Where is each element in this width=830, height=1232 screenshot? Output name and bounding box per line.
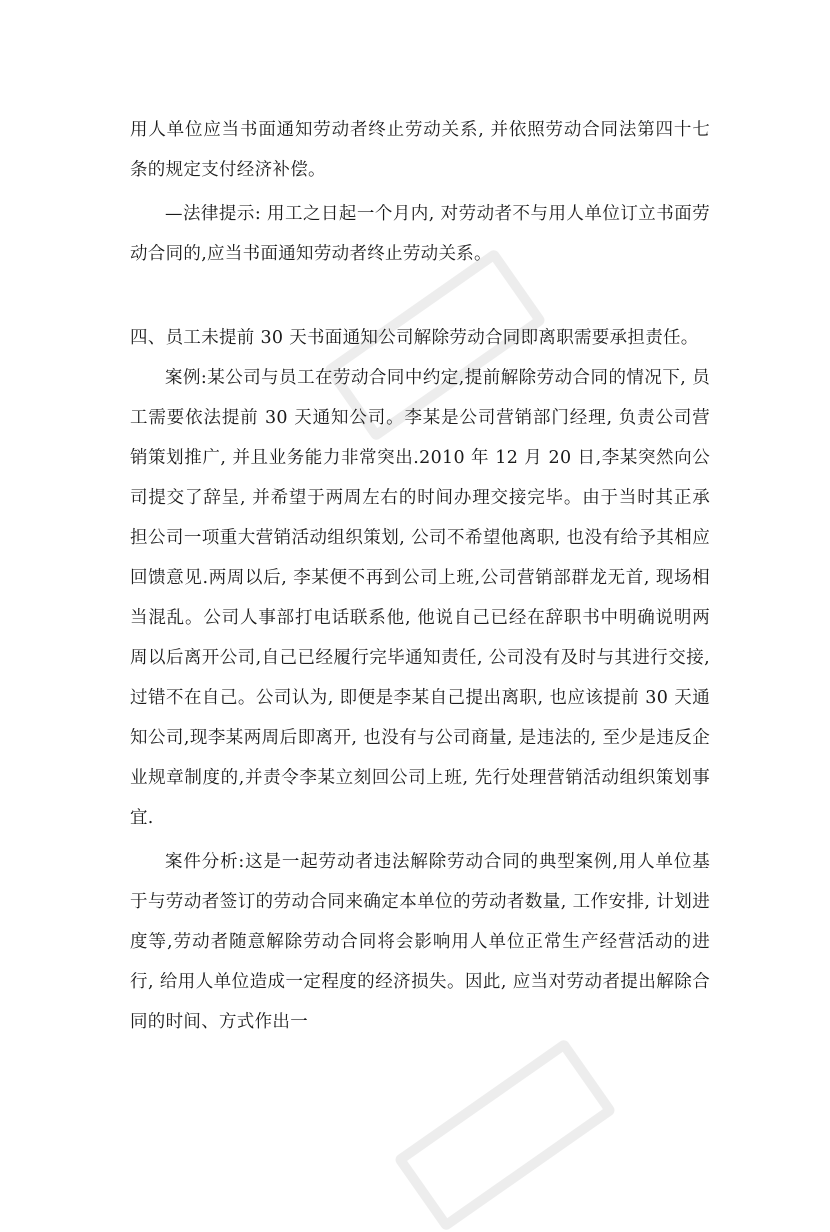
paragraph-termination-notice: 用人单位应当书面通知劳动者终止劳动关系, 并依照劳动合同法第四十七条的规定支付经济补偿。 — [130, 120, 710, 180]
paragraph-legal-tip: —法律提示: 用工之日起一个月内, 对劳动者不与用人单位订立书面劳动合同的,应当书面通知劳动者终止劳动关系。 — [130, 204, 710, 264]
watermark-logo — [393, 1038, 617, 1232]
document-body — [130, 110, 710, 1042]
paragraph-case-analysis: 案件分析:这是一起劳动者违法解除劳动合同的典型案例,用人单位基于与劳动者签订的劳动合同来确定本单位的劳动者数量, 工作安排, 计划进度等,劳动者随意解除劳动合同将会影响用人单位正常生产经营活动的进行, 给用人单位造成一定程度的经济损失。因此, 应当对劳动者提出解除合同的时间、方式作出一 — [130, 852, 710, 1032]
paragraph-case: 案例:某公司与员工在劳动合同中约定,提前解除劳动合同的情况下, 员工需要依法提前 30 天通知公司。李某是公司营销部门经理, 负责公司营销策划推广, 并且业务能力非常突出.2010 年 12 月 20 日,李某突然向公司提交了辞呈, 并希望于两周左右的时间办理交接完毕。由于当时其正承担公司一项重大营销活动组织策划, 公司不希望他离职, 也没有给予其相应回馈意见.两周以后, 李某便不再到公司上班,公司营销部群龙无首, 现场相当混乱。公司人事部打电话联系他, 他说自己已经在辞职书中明确说明两周以后离开公司,自己已经履行完毕通知责任, 公司没有及时与其进行交接, 过错不在自己。公司认为, 即便是李某自己提出离职, 也应该提前 30 天通知公司,现李某两周后即离开, 也没有与公司商量, 是违法的, 至少是违反企业规章制度的,并责令李某立刻回公司上班, 先行处理营销活动组织策划事宜. — [130, 368, 710, 828]
section-heading: 四、员工未提前 30 天书面通知公司解除劳动合同即离职需要承担责任。 — [130, 328, 699, 348]
